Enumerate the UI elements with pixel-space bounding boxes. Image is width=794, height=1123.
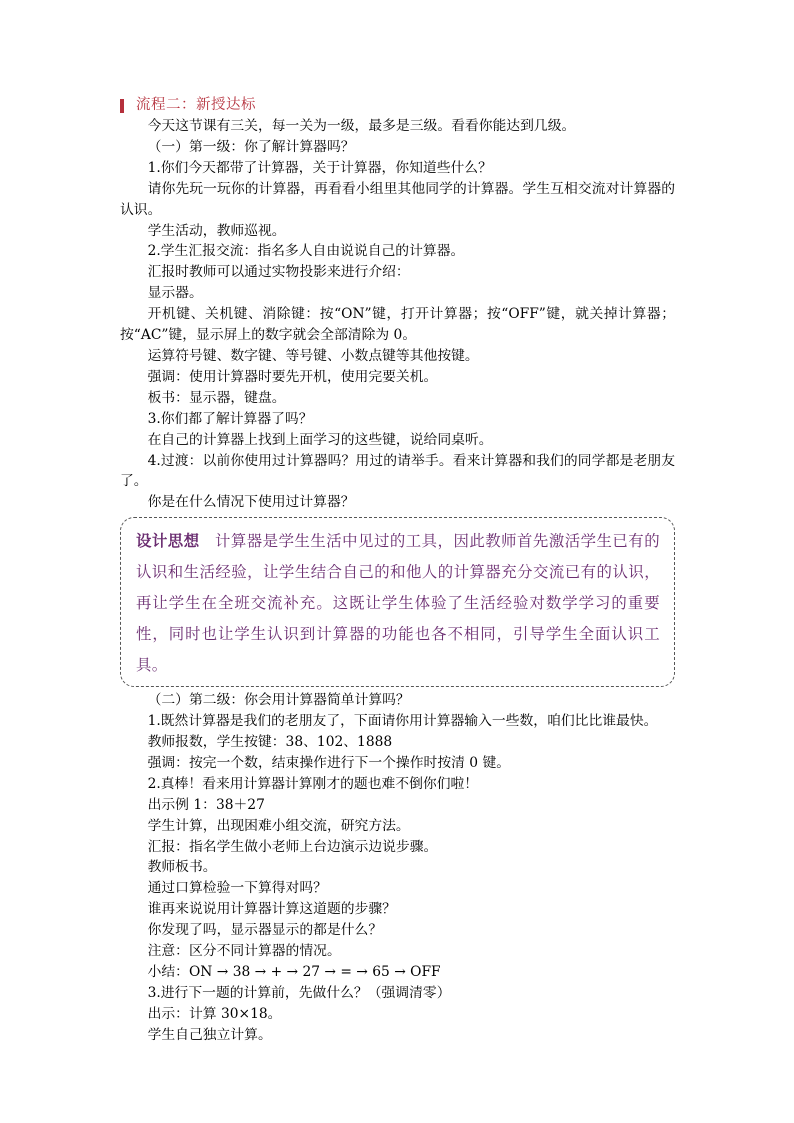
design-note-text: 计算器是学生生活中见过的工具，因此教师首先激活学生已有的认识和生活经验，让学生结合自己的和他人的计算器充分交流已有的认识，再让学生在全班交流补充。这既让学生体验了生活经验对数学学习的重要性，同时也让学生认识到计算器的功能也各不相同，引导学生全面认识工具。 xyxy=(136,532,660,675)
lesson-paragraph: 今天这节课有三关，每一关为一级，最多是三级。看看你能达到几级。 xyxy=(147,118,576,134)
lesson-paragraph: 教师报数，学生按键：38、102、1888 xyxy=(147,734,393,751)
lesson-paragraph: 汇报：指名学生做小老师上台边演示边说步骤。 xyxy=(147,838,438,855)
section-header xyxy=(120,95,675,116)
summary-steps: 小结：ON → 38 → + → 27 → = → 65 → OFF xyxy=(147,964,441,980)
lesson-content xyxy=(120,95,675,1046)
lesson-paragraph: 教师板书。 xyxy=(147,859,217,876)
lesson-paragraph: 谁再来说说用计算器计算这道题的步骤？ xyxy=(147,901,396,918)
lesson-paragraph: 4.过渡：以前你使用过计算器吗？用过的请举手。看来计算器和我们的同学都是老朋友了。 xyxy=(120,452,675,490)
lesson-paragraph: 1.既然计算器是我们的老朋友了，下面请你用计算器输入一些数，咱们比比谁最快。 xyxy=(147,713,658,730)
lesson-paragraph: 学生自己独立计算。 xyxy=(147,1026,272,1043)
lesson-paragraph: 强调：按完一个数，结束操作进行下一个操作时按清 0 键。 xyxy=(147,754,511,771)
lesson-paragraph: 你是在什么情况下使用过计算器？ xyxy=(147,494,355,511)
section-marker-bar xyxy=(120,99,124,113)
lesson-paragraph: 出示：计算 30×18。 xyxy=(147,1005,282,1022)
lesson-paragraph: 汇报时教师可以通过实物投影来进行介绍： xyxy=(147,264,410,281)
lesson-paragraph: 运算符号键、数字键、等号键、小数点键等其他按键。 xyxy=(147,347,479,364)
lesson-paragraph: 3.进行下一题的计算前，先做什么？（强调清零） xyxy=(147,984,451,1001)
lesson-paragraph: 你发现了吗，显示器显示的都是什么？ xyxy=(147,922,383,939)
lesson-paragraph: 板书：显示器，键盘。 xyxy=(147,389,286,406)
lesson-paragraph: 强调：使用计算器时要先开机，使用完要关机。 xyxy=(147,368,438,385)
design-note-text-block xyxy=(136,526,660,681)
lesson-paragraph: 请你先玩一玩你的计算器，再看看小组里其他同学的计算器。学生互相交流对计算器的认识。 xyxy=(120,180,675,218)
level-two-heading: （二）第二级：你会用计算器简单计算吗？ xyxy=(147,692,410,709)
lesson-paragraph: 出示例 1：38＋27 xyxy=(147,796,265,813)
design-note-label: 设计思想 xyxy=(136,532,200,551)
section-title: 流程二：新授达标 xyxy=(136,97,256,113)
design-note-box xyxy=(120,517,675,687)
lesson-paragraph: 通过口算检验一下算得对吗？ xyxy=(147,880,327,897)
lesson-paragraph: 在自己的计算器上找到上面学习的这些键，说给同桌听。 xyxy=(147,431,493,448)
lesson-paragraph: 学生计算，出现困难小组交流，研究方法。 xyxy=(147,817,410,834)
lesson-paragraph: 开机键、关机键、消除键：按“ON”键，打开计算器；按“OFF”键，就关掉计算器；按“AC”键，显示屏上的数字就会全部清除为 0。 xyxy=(120,306,675,344)
lesson-paragraph: 显示器。 xyxy=(147,285,203,302)
lesson-paragraph: 1.你们今天都带了计算器，关于计算器，你知道些什么？ xyxy=(147,159,492,176)
level-one-section xyxy=(120,116,675,513)
lesson-paragraph: 2.学生汇报交流：指名多人自由说说自己的计算器。 xyxy=(147,243,465,260)
level-two-section xyxy=(120,690,675,1045)
level-one-heading: （一）第一级：你了解计算器吗？ xyxy=(147,138,355,155)
lesson-paragraph: 学生活动，教师巡视。 xyxy=(147,222,286,239)
lesson-paragraph: 2.真棒！看来用计算器计算刚才的题也难不倒你们啦！ xyxy=(147,775,479,792)
lesson-paragraph: 3.你们都了解计算器了吗？ xyxy=(147,410,313,427)
lesson-paragraph: 注意：区分不同计算器的情况。 xyxy=(147,943,341,960)
